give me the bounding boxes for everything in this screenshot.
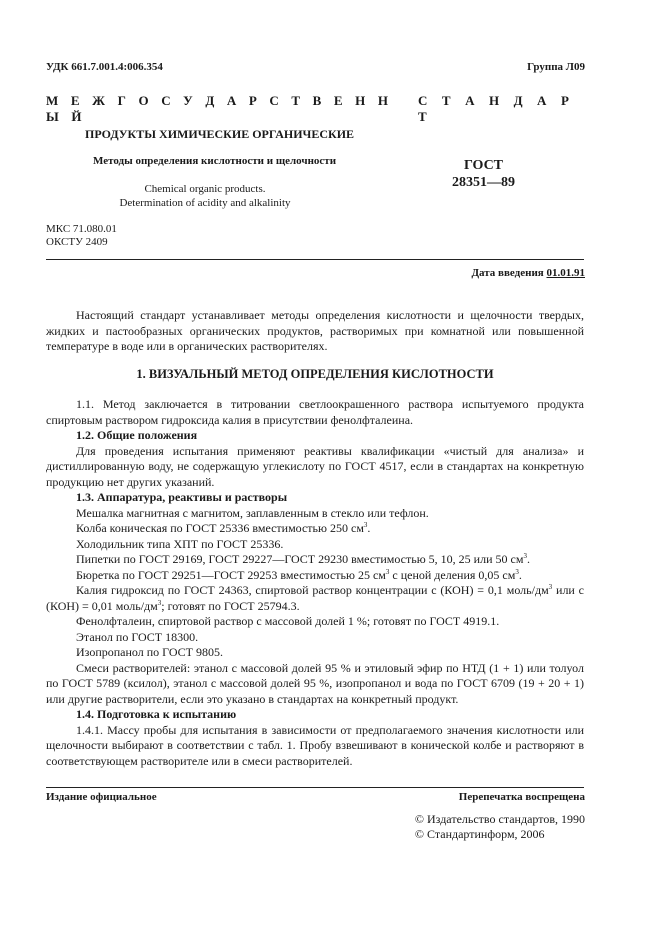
section-1-body <box>46 397 584 769</box>
footer-divider <box>46 787 584 788</box>
mks-code: МКС 71.080.01 <box>46 223 117 235</box>
group-code: Группа Л09 <box>527 61 585 73</box>
intro-text: Настоящий стандарт устанавливает методы определения кислотности и щелочности твердых, жидких и пастообразных органических продуктов, растворимых при комнатной или повышенной температуре в воде или в органических растворителях. <box>46 308 584 353</box>
clause-1-1: 1.1. Метод заключается в титровании светлоокрашенного раствора испытуемого продукта спиртовым раствором гидроксида калия в присутствии фенолфталеина. <box>46 397 584 427</box>
document-subtitle: Методы определения кислотности и щелочности <box>93 155 337 167</box>
copyright-block <box>415 812 585 842</box>
item-isopropanol: Изопропанол по ГОСТ 9805. <box>76 645 223 659</box>
item-solvent-mixtures: Смеси растворителей: этанол с массовой долей 95 % и этиловый эфир по НТД (1 + 1) или толуол по ГОСТ 5789 (ксилол), этанол с массовой долей 95 %, изопропанол и вода по ГОСТ 6709 (19 + 20 + 1) или другие растворители, если это указано в стандартах на конкретный продукт. <box>46 660 584 706</box>
gost-number: 28351—89 <box>452 175 515 190</box>
item-burette: Бюретка по ГОСТ 29251—ГОСТ 29253 вместимостью 25 $см^3$ с ценой деления 0,05 $см^3$. <box>76 567 522 582</box>
standard-banner <box>46 93 584 125</box>
copyright-2: © Стандартинформ, 2006 <box>414 827 545 841</box>
clause-1-2-heading: 1.2. Общие положения <box>76 428 198 442</box>
english-title-line2: Determination of acidity and alkalinity <box>119 197 291 209</box>
banner-word-standard: С Т А Н Д А РТ <box>418 93 569 124</box>
item-flask: Колба коническая по ГОСТ 25336 вместимостью 250 $см^3$. <box>76 521 371 535</box>
item-ethanol: Этанол по ГОСТ 18300. <box>76 629 199 644</box>
english-title <box>110 182 300 210</box>
clause-1-4-heading: 1.4. Подготовка к испытанию <box>76 707 237 721</box>
clause-1-4-1: 1.4.1. Массу пробы для испытания в зависимости от предполагаемого значения кислотности или щелочности выбирают в соответствии с табл. 1. Пробу взвешивают в конической колбе и растворяют в соответствующем растворителе или в смеси растворителей. <box>46 722 584 768</box>
intro-paragraph <box>46 308 584 355</box>
header-divider <box>46 259 584 260</box>
classification-codes <box>46 223 117 248</box>
clause-1-3-heading: 1.3. Аппаратура, реактивы и растворы <box>76 490 288 504</box>
effective-date-label: Дата введения <box>471 267 544 279</box>
section-1-heading: 1. ВИЗУАЛЬНЫЙ МЕТОД ОПРЕДЕЛЕНИЯ КИСЛОТНОСТИ <box>136 367 494 381</box>
item-stirrer: Мешалка магнитная с магнитом, заплавленным в стекло или тефлон. <box>76 505 429 520</box>
effective-date-value: 01.01.91 <box>546 267 585 279</box>
gost-designation <box>452 157 515 191</box>
document-title: ПРОДУКТЫ ХИМИЧЕСКИЕ ОРГАНИЧЕСКИЕ <box>85 127 355 141</box>
okstu-code: ОКСТУ 2409 <box>46 235 108 248</box>
udk-code: УДК 661.7.001.4:006.354 <box>46 61 163 73</box>
item-pipettes: Пипетки по ГОСТ 29169, ГОСТ 29227—ГОСТ 29230 вместимостью 5, 10, 25 или 50 $см^3$. <box>76 552 530 566</box>
gost-label: ГОСТ <box>463 158 504 173</box>
effective-date <box>471 267 585 279</box>
item-condenser: Холодильник типа ХПТ по ГОСТ 25336. <box>76 536 284 551</box>
english-title-line1: Chemical organic products. <box>144 183 266 195</box>
item-phenolphthalein: Фенолфталеин, спиртовой раствор с массовой долей 1 %; готовят по ГОСТ 4919.1. <box>76 614 500 628</box>
banner-word-interstate: М Е Ж Г О С У Д А Р С Т В Е Н НЫ Й <box>46 93 389 124</box>
clause-1-2-text: Для проведения испытания применяют реактивы квалификации «чистый для анализа» и дистиллированную воду, не содержащую углекислоту по ГОСТ 4517, если в стандартах на конкретную продукцию нет других указаний. <box>46 443 584 489</box>
item-koh: Калия гидроксид по ГОСТ 24363, спиртовой раствор концентрации c (КОН) = 0,1 моль/$дм^3$ или c (КОН) = 0,01 моль/$дм^3$; готовят по ГОСТ 25794.3. <box>46 583 585 613</box>
copyright-1: © Издательство стандартов, 1990 <box>414 812 585 826</box>
reprint-prohibited: Перепечатка воспрещена <box>458 791 585 803</box>
official-edition: Издание официальное <box>46 791 157 803</box>
